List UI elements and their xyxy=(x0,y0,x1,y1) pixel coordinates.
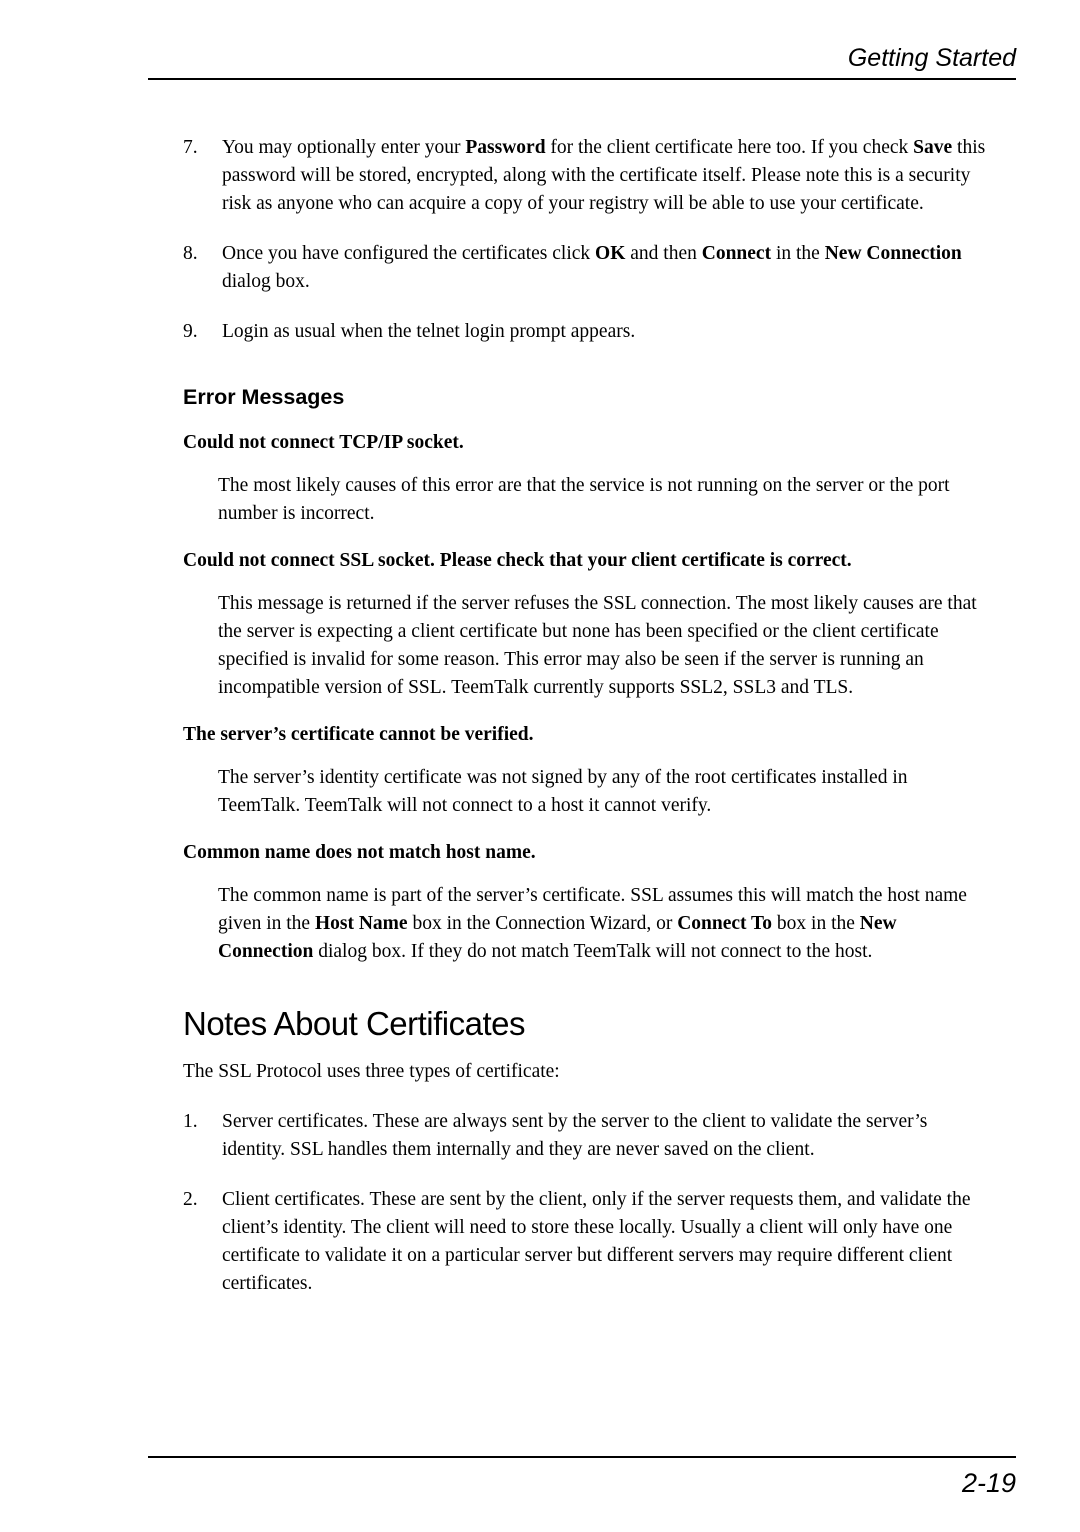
section-heading-notes-about-certificates: Notes About Certificates xyxy=(183,1005,526,1042)
page-number: 2-19 xyxy=(961,1468,1016,1498)
numbered-steps xyxy=(183,134,988,346)
step-text: Login as usual when the telnet login prompt appears. xyxy=(222,321,636,342)
error-title-tcpip-socket: Could not connect TCP/IP socket. xyxy=(183,432,464,453)
list-text: Server certificates. These are always sent by the server to the client to validate the server’s identity. SSL handles them internally and they are never saved on the client. xyxy=(222,1111,928,1160)
step-number: 8. xyxy=(183,243,198,264)
page-content xyxy=(183,112,988,1298)
footer-rule xyxy=(148,1456,1016,1458)
step-item-9 xyxy=(183,318,988,346)
page-footer xyxy=(148,1456,1016,1498)
error-title-cert-not-verified: The server’s certificate cannot be verified. xyxy=(183,724,534,745)
step-text: You may optionally enter your Password for the client certificate here too. If you check Save this password will be stored, encrypted, along with the certificate itself. Please note this is a security risk as anyone who can acquire a copy of your registry will be able to use your certificate. xyxy=(222,137,986,214)
certificate-type-item-2 xyxy=(183,1186,988,1298)
list-number: 1. xyxy=(183,1111,198,1132)
error-title-ssl-socket: Could not connect SSL socket. Please check that your client certificate is correct. xyxy=(183,550,852,571)
list-number: 2. xyxy=(183,1189,198,1210)
certificate-type-list xyxy=(183,1108,988,1298)
notes-intro: The SSL Protocol uses three types of certificate: xyxy=(183,1061,560,1082)
step-item-8 xyxy=(183,240,988,296)
step-text: Once you have configured the certificates click OK and then Connect in the New Connection dialog box. xyxy=(222,243,962,292)
error-body-tcpip-socket: The most likely causes of this error are that the service is not running on the server or the port number is incorrect. xyxy=(218,475,950,524)
error-title-common-name-mismatch: Common name does not match host name. xyxy=(183,842,536,863)
certificate-type-item-1 xyxy=(183,1108,988,1164)
step-number: 9. xyxy=(183,321,198,342)
header-rule xyxy=(148,78,1016,80)
step-item-7 xyxy=(183,134,988,218)
error-body-ssl-socket: This message is returned if the server refuses the SSL connection. The most likely causes are that the server is expecting a client certificate but none has been specified or the client certificate specified is invalid for some reason. This error may also be seen if the server is running an incompatible version of SSL. TeemTalk currently supports SSL2, SSL3 and TLS. xyxy=(218,593,977,698)
error-body-cert-not-verified: The server’s identity certificate was not signed by any of the root certificates installed in TeemTalk. TeemTalk will not connect to a host it cannot verify. xyxy=(218,767,908,816)
list-text: Client certificates. These are sent by the client, only if the server requests them, and validate the client’s identity. The client will need to store these locally. Usually a client will only have one certificate to validate it on a particular server but different servers may require different client certificates. xyxy=(222,1189,971,1294)
section-heading-error-messages: Error Messages xyxy=(183,385,345,409)
step-number: 7. xyxy=(183,137,198,158)
running-header-title: Getting Started xyxy=(847,44,1016,72)
error-body-common-name-mismatch: The common name is part of the server’s certificate. SSL assumes this will match the host name given in the Host Name box in the Connection Wizard, or Connect To box in the New Connection dialog box. If they do not match TeemTalk will not connect to the host. xyxy=(218,885,967,962)
page-header xyxy=(148,0,1016,80)
